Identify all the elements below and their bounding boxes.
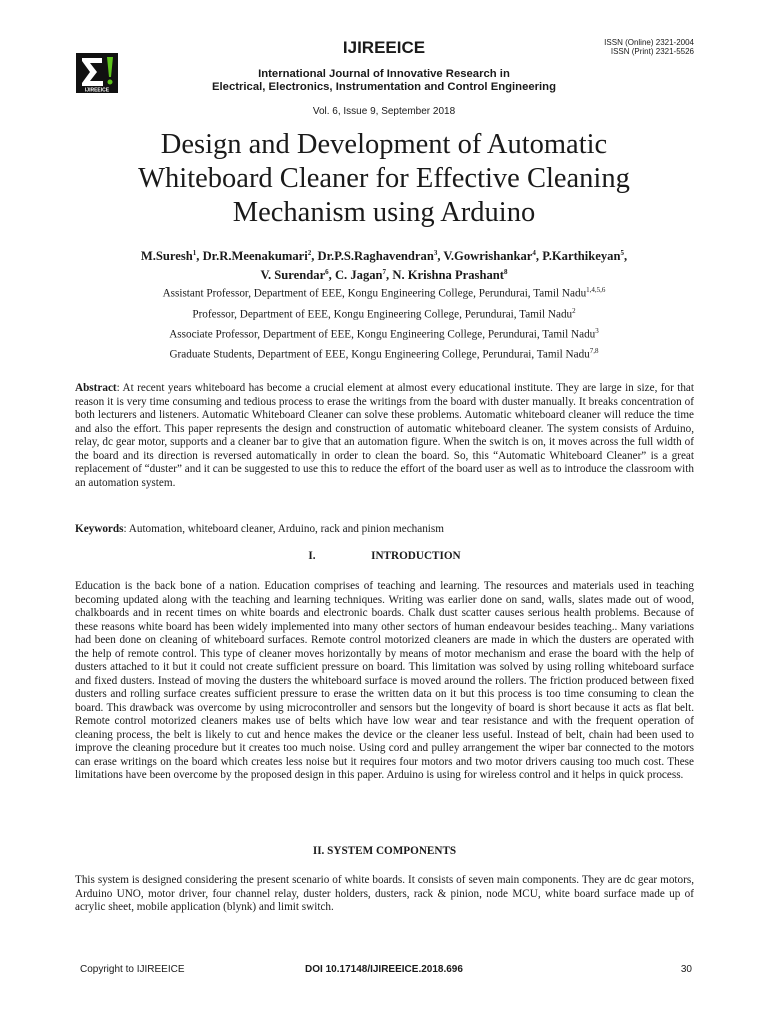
author-line: V. Surendar$^6$, C. Jagan$^7$, N. Krishna Prashant$^8$	[260, 268, 508, 283]
author-list	[60, 245, 708, 283]
paper-title	[60, 128, 708, 230]
affiliation	[0, 327, 768, 341]
abstract	[75, 382, 694, 490]
section-heading	[75, 550, 694, 562]
section-title: INTRODUCTION	[371, 550, 461, 562]
volume-issue: Vol. 6, Issue 9, September 2018	[312, 106, 456, 117]
author-sup: 5	[620, 249, 624, 257]
journal-full-line1: International Journal of Innovative Research in	[258, 68, 510, 80]
affiliation-sup: 1,4,5,6	[586, 286, 606, 294]
author-name: Dr.R.Meenakumari	[202, 249, 308, 264]
keywords	[75, 523, 694, 537]
section-heading	[75, 845, 694, 857]
author-line: M.Suresh$^1$, Dr.R.Meenakumari$^2$, Dr.P.S.Raghavendran$^3$, V.Gowrishankar$^4$, P.Karthikeyan$^5$,	[140, 249, 628, 264]
section-title: SYSTEM COMPONENTS	[327, 845, 457, 857]
author-sup: 4	[532, 249, 536, 257]
footer-doi: DOI 10.17148/IJIREEICE.2018.696	[305, 964, 463, 975]
issn-online: ISSN (Online) 2321-2004	[604, 38, 694, 47]
issn-print: ISSN (Print) 2321-5526	[610, 47, 694, 56]
title-line: Mechanism using Arduino	[232, 197, 536, 228]
abstract-label: Abstract	[75, 382, 117, 394]
journal-full-line2: Electrical, Electronics, Instrumentation and Control Engineering	[212, 81, 556, 93]
title-line: Design and Development of Automatic	[160, 129, 608, 160]
affiliation	[0, 307, 768, 321]
section-number: I.	[308, 550, 316, 562]
author-name: M.Suresh	[140, 249, 193, 264]
affiliation-text: Graduate Students, Department of EEE, Kongu Engineering College, Perundurai, Tamil Nadu	[169, 348, 590, 361]
introduction-text: Education is the back bone of a nation. Education comprises of teaching and learning. The resources and materials used in teaching becoming updated along with the teaching and learning techniques. Writing was earlier done on sand, walls, slates made out of wood, chalkboards and in recent times on white boards and electronic boards. Chalk dust scatter causes serious health problems. Because of these reasons white board has been widely implemented into many other sectors of human endeavour besides teaching.. Many variations had been done on cleaning of whiteboard surfaces. Remote control motorized cleaners are made in which the dusters are operated with the help of remote control. This type of cleaner moves horizontally by means of motor mechanism and erase the board with the help of dusters attached to it but it could not create sufficient pressure on board. This limitation was solved by using rolling whiteboard surface and fixed dusters. Instead of moving the dusters the whiteboard surface is moved around the rollers. The friction produced between fixed dusters and rolling surface creates sufficient pressure to erase the written data on it but this process is too time consuming to clean the board. This drawback was overcome by using microcontroller and sensors but the longevity of board is short because it acts as flat belt. Remote control motorized cleaners makes use of belts which have low wear and tear resistance and with the frequent operation of cleaning process, the belt is likely to cut and hence makes the device or the cleaner less useful. Instead of belt, chain had been used to improve the cleaning procedure but it creates too much noise. Using cord and pulley arrangement the wiper bar connected to the motors can erase writings on the board which creates less noise but it requires four motors and two motor drivers causing too much cost. These limitations have been overcome by the proposed design in this paper. Arduino is using for wireless control and it helps in quick process.	[75, 580, 694, 781]
title-line: Whiteboard Cleaner for Effective Cleaning	[138, 163, 630, 194]
affiliation	[0, 286, 768, 300]
author-name: V.Gowrishankar	[443, 249, 533, 264]
author-sup: 6	[325, 268, 329, 277]
footer-copyright: Copyright to IJIREEICE	[80, 964, 185, 975]
affiliation-sup: 2	[572, 307, 576, 315]
affiliation-text: Assistant Professor, Department of EEE, Kongu Engineering College, Perundurai, Tamil Nadu	[162, 287, 587, 300]
journal-full-name	[0, 68, 768, 94]
affiliation-sup: 3	[595, 327, 599, 335]
author-name: C. Jagan	[334, 268, 383, 283]
author-sup: 8	[503, 268, 508, 277]
section-number: II.	[312, 845, 325, 857]
page-number: 30	[680, 964, 692, 975]
journal-short-name: IJIREEICE	[342, 38, 426, 57]
abstract-text: : At recent years whiteboard has become a crucial element at almost every educational institute. They are large in size, for that reason it is very time consuming and tedious process to erase the writings from the board with duster manually. It breaks concentration of both lecturers and listeners. Automatic Whiteboard Cleaner can solve these problems. Automatic whiteboard cleaner will reduce the time and also the effort. This paper represents the design and construction of automatic whiteboard cleaner. The system consists of Arduino, relay, dc gear motor, supports and a cleaner bar to give that an automation figure. When the switch is on, it moves across the full width of the board and its direction is reversed automatically in order to clean the board. So, this “Automatic Whiteboard Cleaner” is a great replacement of “duster” and it can be suggested to use this to reduce the effort of the board user as well as to introduce the classroom with an automation system.	[75, 382, 694, 489]
author-sup: 2	[307, 249, 312, 257]
affiliation-sup: 7,8	[589, 347, 599, 355]
keywords-text: : Automation, whiteboard cleaner, Arduino, rack and pinion mechanism	[123, 523, 444, 535]
author-name: P.Karthikeyan	[542, 249, 621, 264]
author-sup: 7	[382, 268, 387, 277]
logo-text: IJIREEICE	[84, 87, 110, 93]
affiliation-text: Professor, Department of EEE, Kongu Engineering College, Perundurai, Tamil Nadu	[192, 308, 573, 321]
author-sup: 3	[433, 249, 438, 257]
author-name: N. Krishna Prashant	[392, 268, 504, 283]
issn-block	[604, 38, 694, 56]
system-components-text: This system is designed considering the present scenario of white boards. It consists of seven main components. They are dc gear motors, Arduino UNO, motor driver, four channel relay, duster holders, dusters, rack & pinion, node MCU, white board surface made up of acrylic sheet, mobile application (blynk) and limit switch.	[75, 874, 694, 913]
author-name: V. Surendar	[260, 268, 326, 283]
affiliation	[0, 347, 768, 361]
affiliation-text: Associate Professor, Department of EEE, Kongu Engineering College, Perundurai, Tamil Nadu	[169, 328, 596, 341]
author-name: Dr.P.S.Raghavendran	[317, 249, 434, 264]
author-sup: 1	[192, 249, 197, 257]
keywords-label: Keywords	[75, 523, 124, 535]
